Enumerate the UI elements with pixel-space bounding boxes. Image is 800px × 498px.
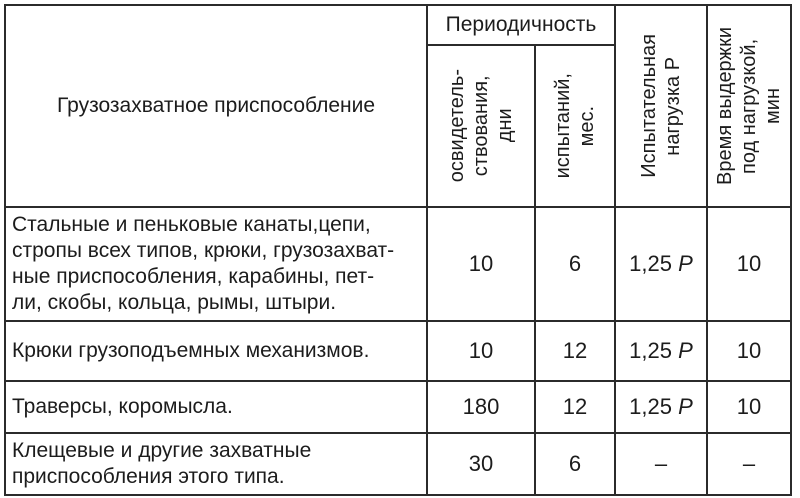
- test-load-cell: [615, 321, 707, 381]
- inspection-header: [427, 45, 535, 207]
- load-coef: 1,25: [629, 338, 672, 363]
- load-symbol: P: [678, 338, 693, 363]
- row-name: Клещевые и другие захватные приспособления этого типа.: [5, 433, 427, 495]
- table-row: [5, 207, 791, 321]
- row-name: Траверсы, коромысла.: [5, 381, 427, 433]
- hold-time-header: [707, 5, 791, 207]
- load-coef: 1,25: [629, 251, 672, 276]
- load-symbol: P: [678, 394, 693, 419]
- test-months-cell: 12: [535, 381, 615, 433]
- item-column-header: Грузозахватное приспособление: [5, 5, 427, 207]
- inspection-days-cell: 180: [427, 381, 535, 433]
- test-load-header-text: Испытательная нагрузка P: [638, 34, 684, 178]
- testing-header-text: испытаний, мес.: [552, 73, 598, 179]
- inspection-header-text: освидетель- ствования, дни: [446, 69, 516, 183]
- load-coef: 1,25: [629, 394, 672, 419]
- hold-time-cell: –: [707, 433, 791, 495]
- header-row-1: [5, 5, 791, 45]
- hold-time-header-text: Время выдержки под нагрузкой, мин: [714, 27, 784, 185]
- test-load-cell: [615, 381, 707, 433]
- hold-time-cell: 10: [707, 381, 791, 433]
- row-name: Стальные и пеньковые канаты,цепи, стропы всех типов, крюки, грузозахват- ные приспособления, карабины, пет- ли, скобы, кольца, рымы, штыри.: [5, 207, 427, 321]
- test-load-header: [615, 5, 707, 207]
- load-symbol: P: [678, 251, 693, 276]
- lifting-devices-table: [4, 4, 792, 496]
- hold-time-cell: 10: [707, 207, 791, 321]
- table-row: [5, 433, 791, 495]
- test-load-cell: [615, 433, 707, 495]
- test-load-cell: [615, 207, 707, 321]
- periodicity-header: Периодичность: [427, 5, 615, 45]
- hold-time-cell: 10: [707, 321, 791, 381]
- test-months-cell: 6: [535, 433, 615, 495]
- inspection-days-cell: 10: [427, 207, 535, 321]
- row-name: Крюки грузоподъемных механизмов.: [5, 321, 427, 381]
- testing-header: [535, 45, 615, 207]
- table-row: [5, 321, 791, 381]
- inspection-days-cell: 30: [427, 433, 535, 495]
- test-months-cell: 6: [535, 207, 615, 321]
- load-coef: –: [654, 451, 668, 476]
- table-row: [5, 381, 791, 433]
- inspection-days-cell: 10: [427, 321, 535, 381]
- test-months-cell: 12: [535, 321, 615, 381]
